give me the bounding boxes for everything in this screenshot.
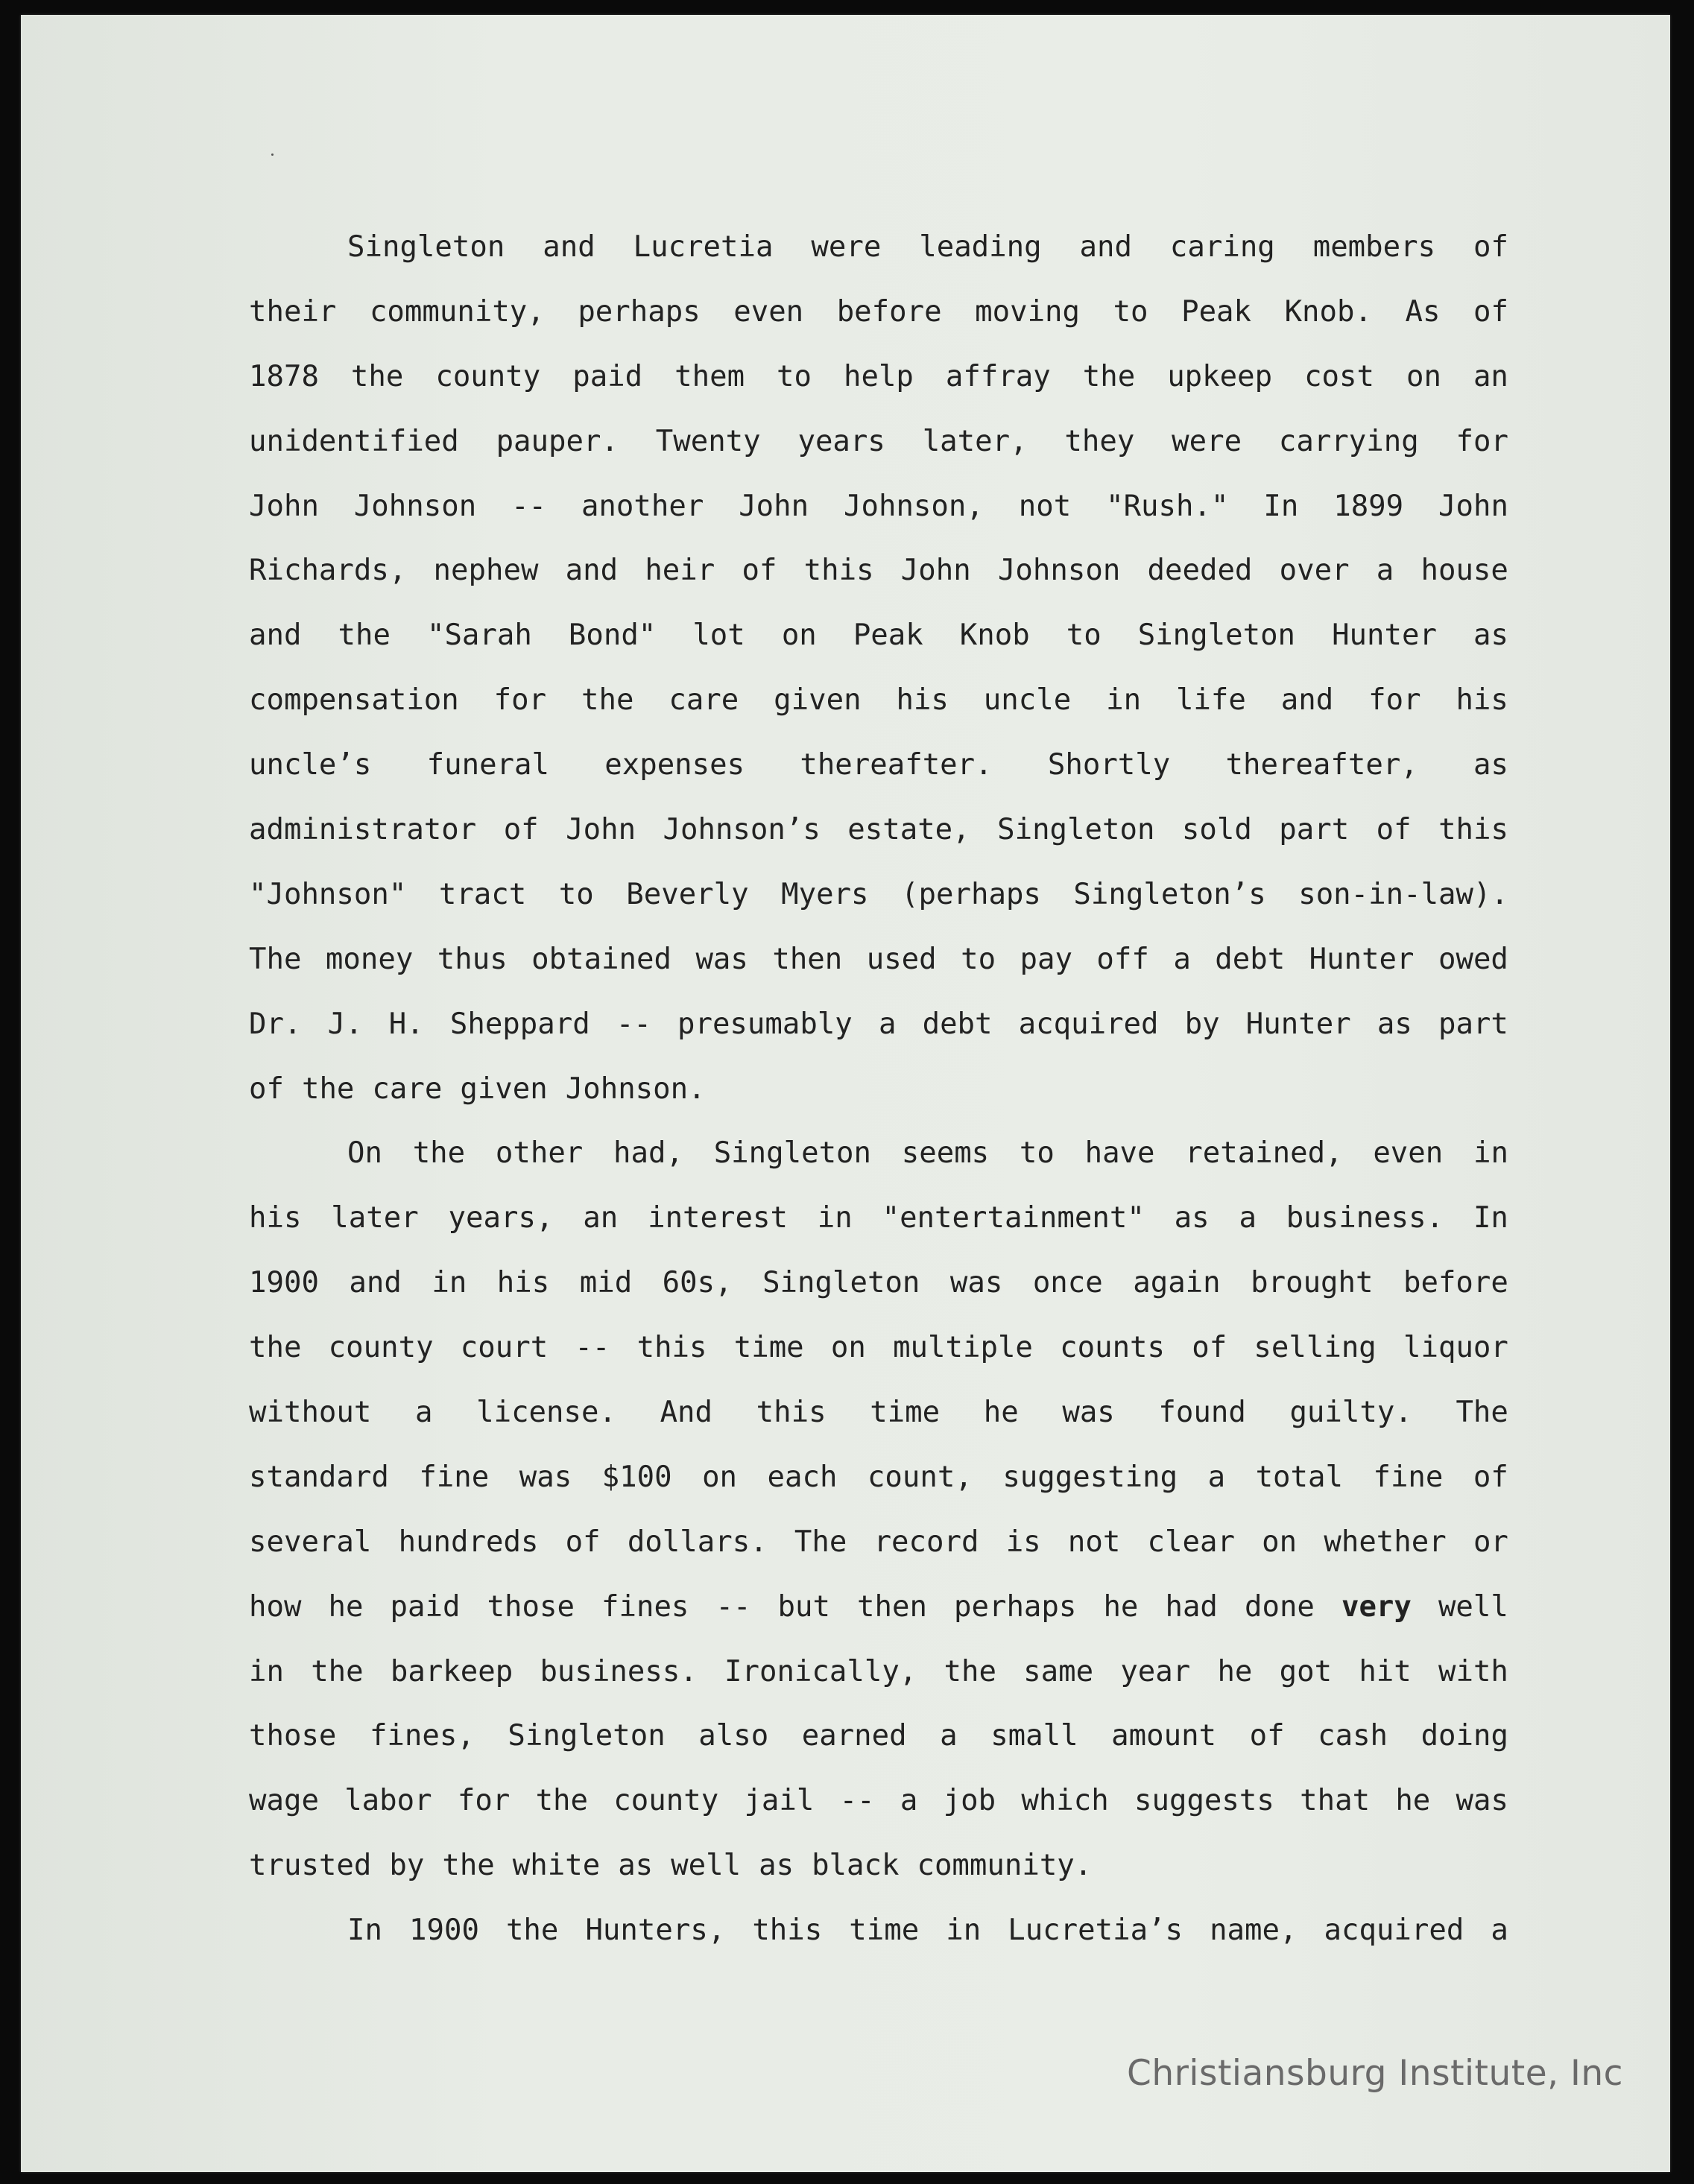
text-line: and the "Sarah Bond" lot on Peak Knob to Singleton Hunter as xyxy=(249,618,1508,653)
text-line: Singleton and Lucretia were leading and caring members of xyxy=(347,230,1508,264)
text-line: compensation for the care given his uncle in life and for his xyxy=(249,683,1508,718)
text-line: John Johnson -- another John Johnson, not "Rush." In 1899 John xyxy=(249,489,1508,523)
text-line: without a license. And this time he was found guilty. The xyxy=(249,1396,1508,1430)
text-line: standard fine was $100 on each count, suggesting a total fine of xyxy=(249,1460,1508,1494)
text-line: how he paid those fines -- but then perhaps he had done very well xyxy=(249,1589,1508,1624)
text-line: uncle’s funeral expenses thereafter. Shortly thereafter, as xyxy=(249,748,1508,782)
text-line: wage labor for the county jail -- a job which suggests that he was xyxy=(249,1784,1508,1818)
text-line: On the other had, Singleton seems to have retained, even in xyxy=(347,1136,1508,1171)
text-line: 1878 the county paid them to help affray the upkeep cost on an xyxy=(249,359,1508,393)
text-line: his later years, an interest in "entertainment" as a business. In xyxy=(249,1201,1508,1235)
text-line: 1900 and in his mid 60s, Singleton was once again brought before xyxy=(249,1266,1508,1300)
text-line: Dr. J. H. Sheppard -- presumably a debt acquired by Hunter as part xyxy=(249,1007,1508,1041)
text-line: those fines, Singleton also earned a small amount of cash doing xyxy=(249,1719,1508,1753)
watermark: Christiansburg Institute, Inc xyxy=(1127,2053,1623,2094)
paper-sheet xyxy=(21,15,1670,2172)
text-line: trusted by the white as well as black community. xyxy=(249,1849,1093,1883)
document-body xyxy=(249,225,1508,1973)
text-line: the county court -- this time on multiple counts of selling liquor xyxy=(249,1331,1508,1365)
text-line: administrator of John Johnson’s estate, Singleton sold part of this xyxy=(249,813,1508,847)
text-line: The money thus obtained was then used to pay off a debt Hunter owed xyxy=(249,942,1508,976)
text-line: In 1900 the Hunters, this time in Lucretia’s name, acquired a xyxy=(347,1914,1508,1948)
text-line: unidentified pauper. Twenty years later, they were carrying for xyxy=(249,424,1508,458)
text-line: several hundreds of dollars. The record is not clear on whether or xyxy=(249,1525,1508,1559)
text-line: their community, perhaps even before moving to Peak Knob. As of xyxy=(249,294,1508,329)
text-line: "Johnson" tract to Beverly Myers (perhaps Singleton’s son-in-law). xyxy=(249,877,1508,911)
paper-speck xyxy=(271,153,274,156)
text-line: in the barkeep business. Ironically, the same year he got hit with xyxy=(249,1654,1508,1688)
text-line: Richards, nephew and heir of this John Johnson deeded over a house xyxy=(249,554,1508,588)
text-line: of the care given Johnson. xyxy=(249,1072,706,1106)
